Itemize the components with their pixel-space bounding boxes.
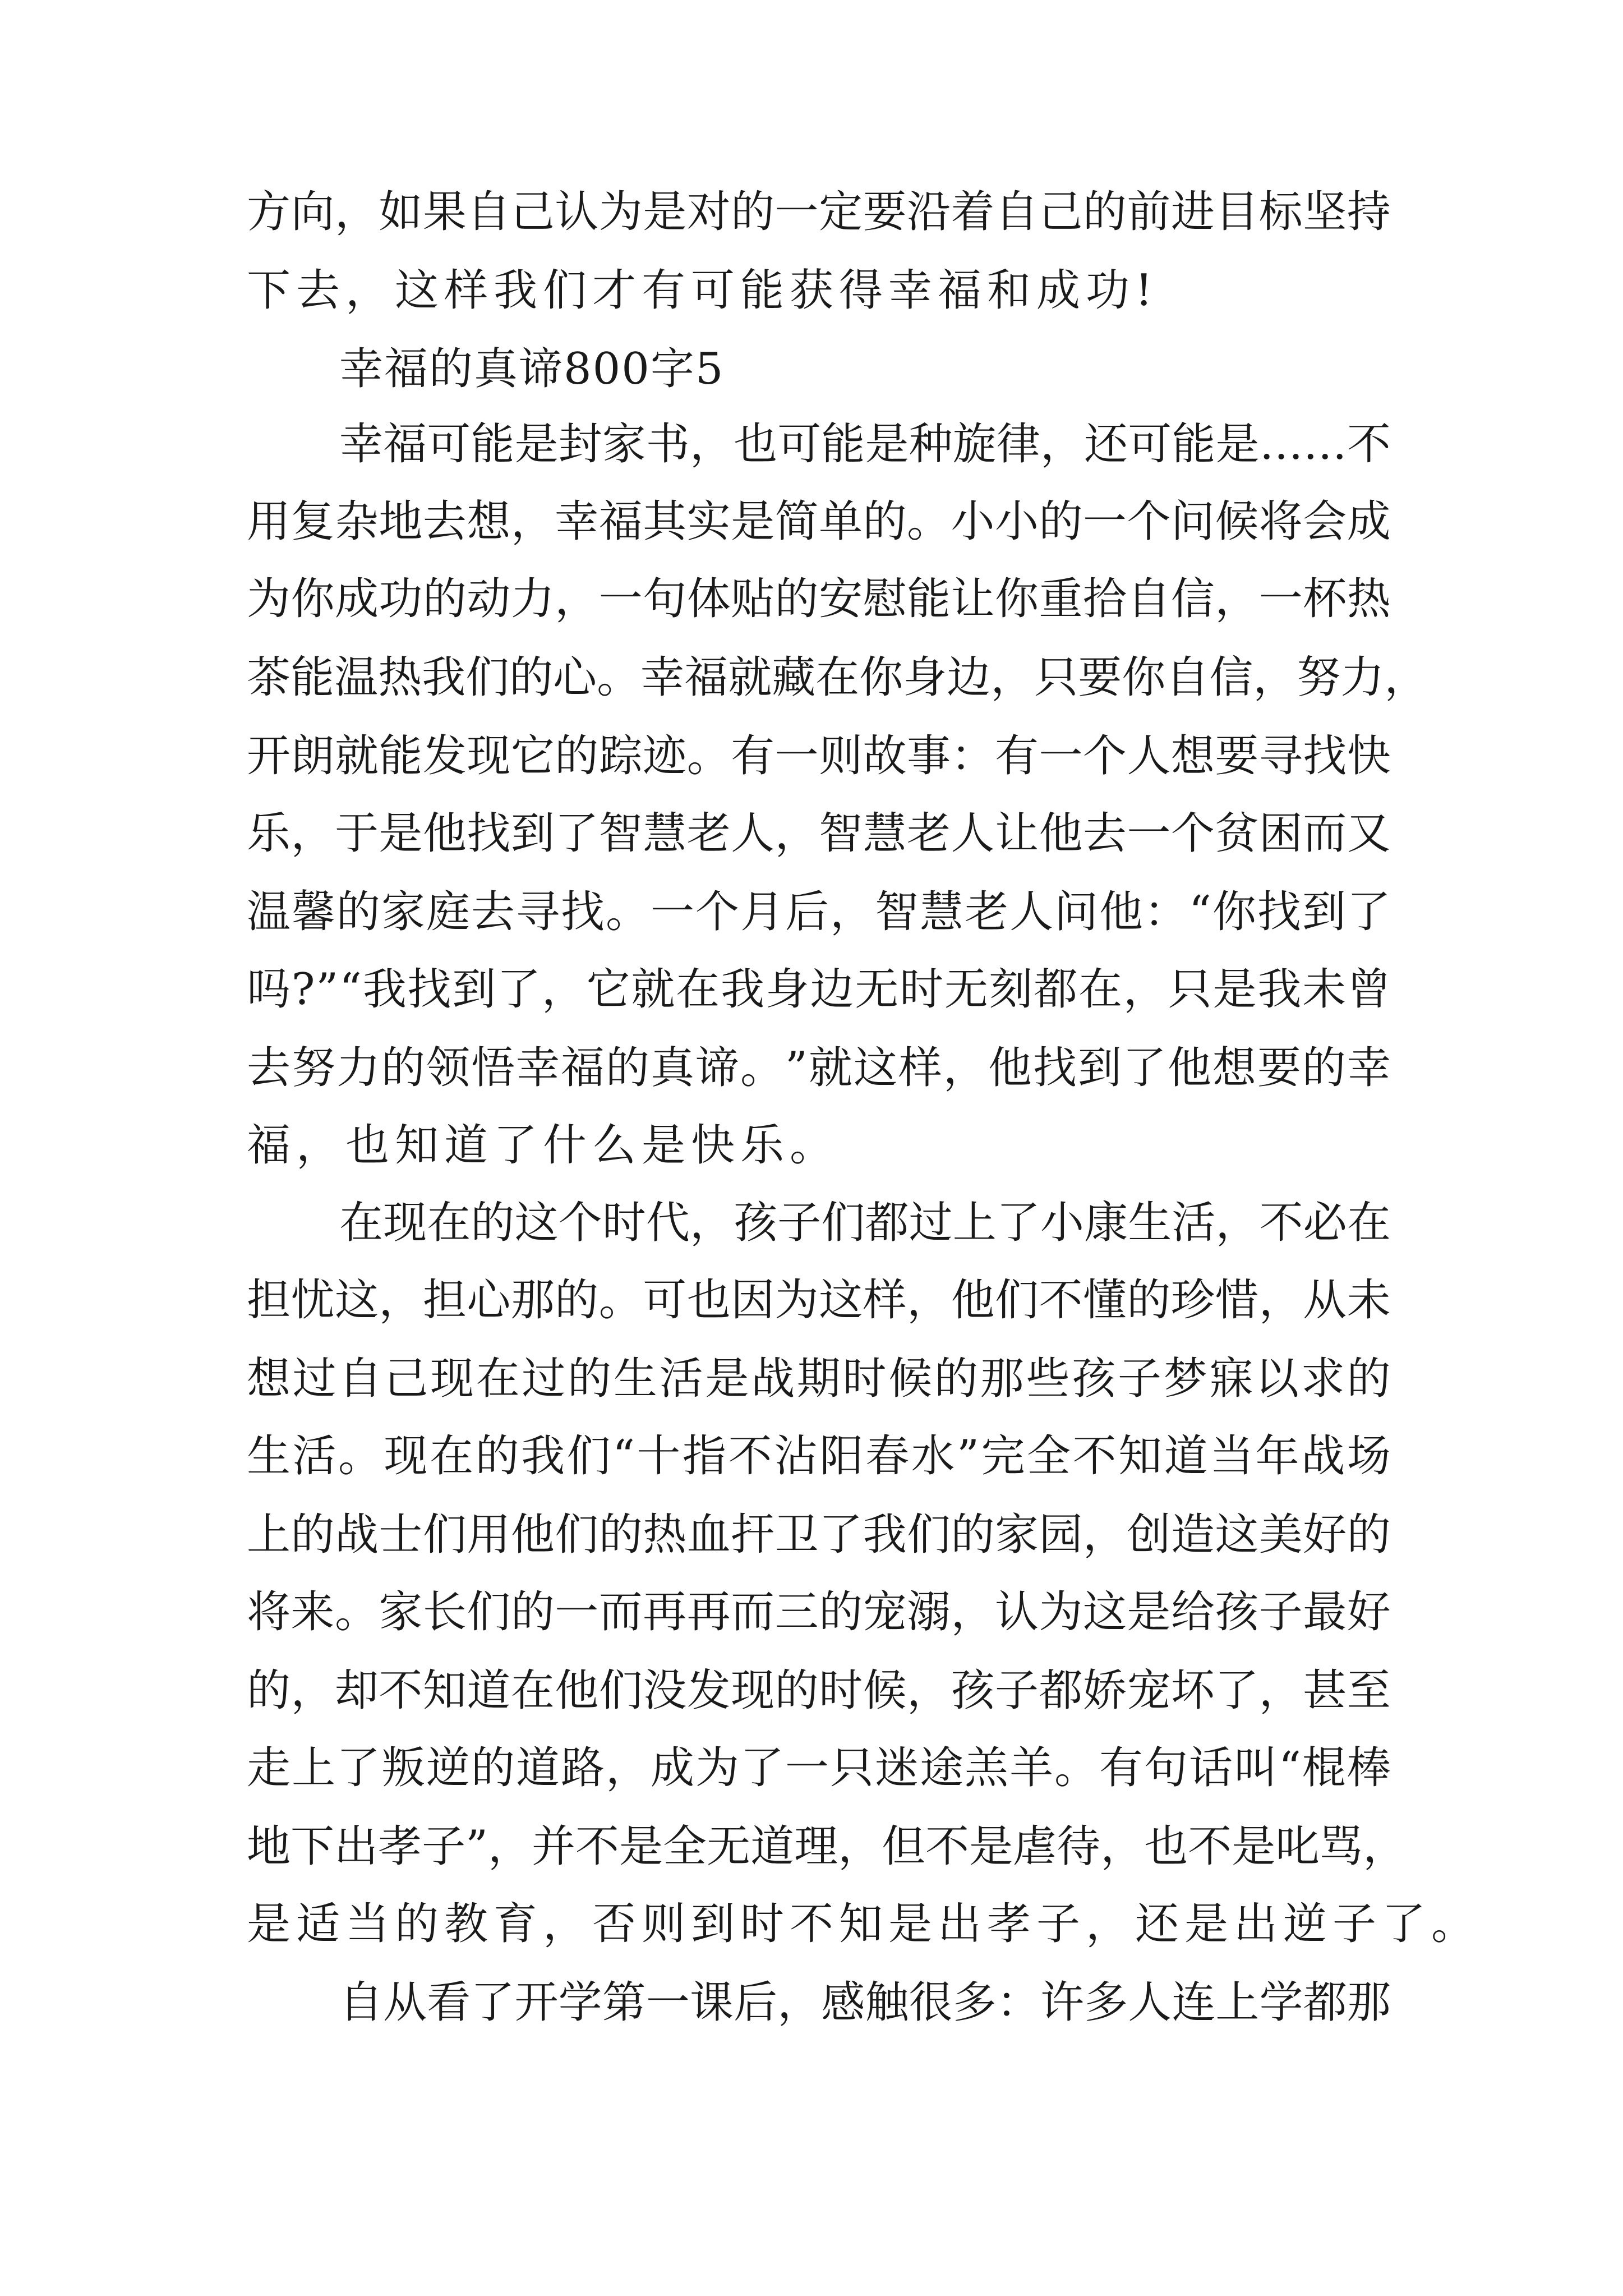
text-line: 开 朗 就 能 发 现 它 的 踪 迹 。 有 一 则 故 事 ： 有 一 个 人 想 要 寻 找 快	[247, 731, 1391, 781]
text-line: 用 复 杂 地 去 想 ， 幸 福 其 实 是 简 单 的 。 小 小 的 一 个 问 候 将 会 成	[247, 496, 1391, 547]
text-line: 茶 能 温 热 我 们 的 心 。 幸 福 就 藏 在 你 身 边 ， 只 要 你 自 信 ， 努 力 ，	[247, 652, 1428, 703]
text-line: 幸 福 可 能 是 封 家 书 ， 也 可 能 是 种 旋 律 ， 还 可 能 是 … … 不	[339, 419, 1391, 470]
text-line: 走 上 了 叛 逆 的 道 路 ， 成 为 了 一 只 迷 途 羔 羊 。 有 句 话 叫 “ 棍 棒	[247, 1743, 1391, 1793]
text-line: 想 过 自 己 现 在 过 的 生 活 是 战 期 时 候 的 那 些 孩 子 梦 寐 以 求 的	[247, 1354, 1391, 1404]
text-line: 地 下 出 孝 子 ” ， 并 不 是 全 无 道 理 ， 但 不 是 虐 待 ， 也 不 是 叱 骂 ，	[247, 1821, 1407, 1872]
text-line: 担 忧 这 ， 担 心 那 的 。 可 也 因 为 这 样 ， 他 们 不 懂 的 珍 惜 ， 从 未	[247, 1275, 1391, 1326]
text-line: 的 ， 却 不 知 道 在 他 们 没 发 现 的 时 候 ， 孩 子 都 娇 宠 坏 了 ， 甚 至	[247, 1665, 1391, 1716]
text-line: 温 馨 的 家 庭 去 寻 找 。 一 个 月 后 ， 智 慧 老 人 问 他 ： “ 你 找 到 了	[247, 887, 1391, 937]
text-line: 方 向 ， 如 果 自 己 认 为 是 对 的 一 定 要 沿 着 自 己 的 前 进 目 标 坚 持	[247, 187, 1391, 237]
text-line: 为 你 成 功 的 动 力 ， 一 句 体 贴 的 安 慰 能 让 你 重 拾 自 信 ， 一 杯 热	[247, 574, 1391, 624]
text-line: 下去，这样我们才有可能获得幸福和成功!	[247, 265, 1159, 316]
text-line: 是适当的教育，否则到时不知是出孝子，还是出逆子了。	[247, 1899, 1481, 1949]
text-line: 福，也知道了什么是快乐。	[247, 1120, 840, 1171]
text-line: 去 努 力 的 领 悟 幸 福 的 真 谛 。 ” 就 这 样 ， 他 找 到 了 他 想 要 的 幸	[247, 1043, 1391, 1093]
section-heading: 幸福的真谛800字5	[339, 344, 725, 394]
text-line: 乐 ， 于 是 他 找 到 了 智 慧 老 人 ， 智 慧 老 人 让 他 去 一 个 贫 困 而 又	[247, 808, 1391, 859]
text-line: 上 的 战 士 们 用 他 们 的 热 血 扞 卫 了 我 们 的 家 园 ， 创 造 这 美 好 的	[247, 1510, 1391, 1560]
text-line: 将 来 。 家 长 们 的 一 而 再 再 而 三 的 宠 溺 ， 认 为 这 是 给 孩 子 最 好	[247, 1587, 1391, 1637]
text-line: 在 现 在 的 这 个 时 代 ， 孩 子 们 都 过 上 了 小 康 生 活 ， 不 必 在	[339, 1198, 1391, 1248]
text-line: 自 从 看 了 开 学 第 一 课 后 ， 感 触 很 多 ： 许 多 人 连 上 学 都 那	[339, 1977, 1391, 2028]
text-line: 吗 ? ” “ 我 找 到 了 ， 它 就 在 我 身 边 无 时 无 刻 都 在 ， 只 是 我 未 曾	[247, 964, 1391, 1015]
text-line: 生 活 。 现 在 的 我 们 “ 十 指 不 沾 阳 春 水 ” 完 全 不 知 道 当 年 战 场	[247, 1431, 1391, 1481]
